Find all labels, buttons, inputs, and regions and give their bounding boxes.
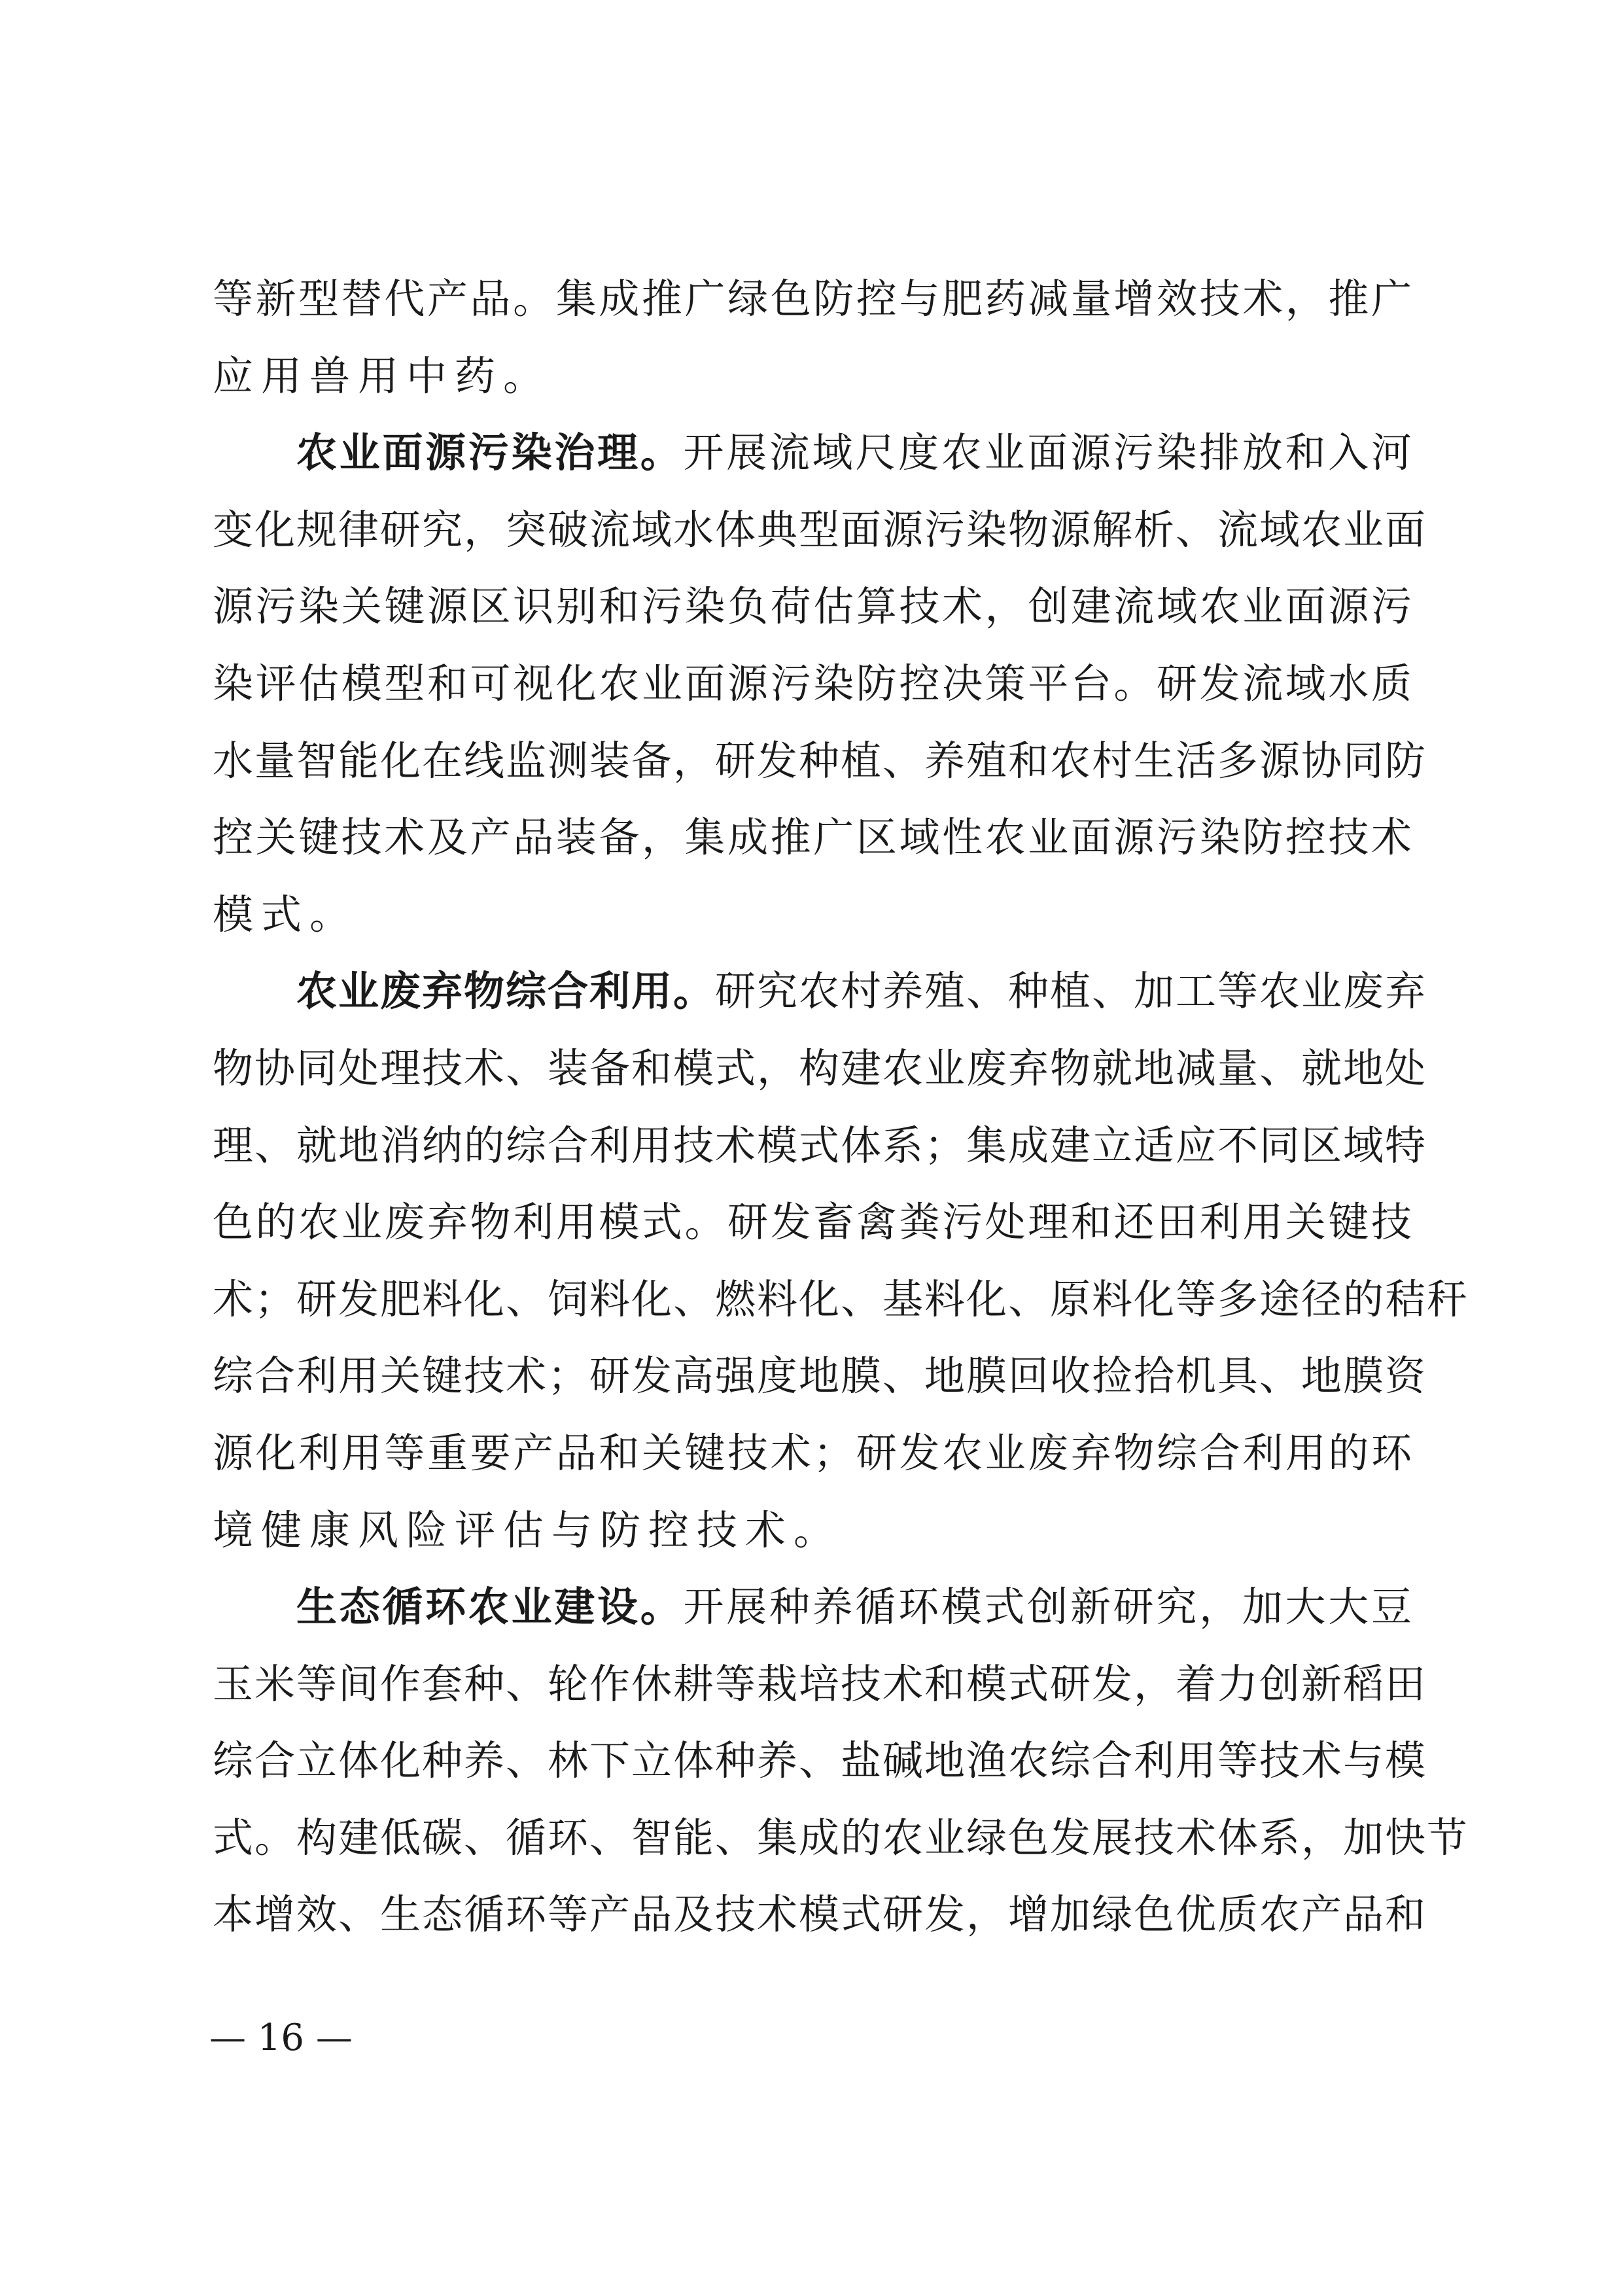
text-line: 源化利用等重要产品和关键技术；研发农业废弃物综合利用的环 bbox=[213, 1428, 1413, 1477]
text-line bbox=[213, 953, 1427, 1030]
text-run: 研究农村养殖、种植、加工等农业废弃 bbox=[715, 967, 1427, 1016]
text-run: 开展种养循环模式创新研究，加大大豆 bbox=[683, 1583, 1413, 1631]
section-heading: 生态循环农业建设。 bbox=[296, 1583, 684, 1631]
text-line: 源污染关键源区识别和污染负荷估算技术，创建流域农业面源污 bbox=[213, 582, 1413, 631]
text-line: 变化规律研究，突破流域水体典型面源污染物源解析、流域农业面 bbox=[213, 505, 1427, 554]
text-line bbox=[213, 1568, 1413, 1646]
page-number: — 16 — bbox=[209, 2017, 353, 2059]
text-line: 控关键技术及产品装备，集成推广区域性农业面源污染防控技术 bbox=[213, 813, 1413, 862]
text-line: 玉米等间作套种、轮作休耕等栽培技术和模式研发，着力创新稻田 bbox=[213, 1659, 1427, 1708]
text-line: 综合利用关键技术；研发高强度地膜、地膜回收捡拾机具、地膜资 bbox=[213, 1352, 1427, 1400]
text-line: 染评估模型和可视化农业面源污染防控决策平台。研发流域水质 bbox=[213, 659, 1413, 707]
text-line: 物协同处理技术、装备和模式，构建农业废弃物就地减量、就地处 bbox=[213, 1044, 1427, 1092]
text-line: 本增效、生态循环等产品及技术模式研发，增加绿色优质农产品和 bbox=[213, 1890, 1427, 1939]
text-line bbox=[213, 414, 1413, 491]
text-line: 色的农业废弃物利用模式。研发畜禽粪污处理和还田利用关键技 bbox=[213, 1198, 1413, 1246]
text-line: 等新型替代产品。集成推广绿色防控与肥药减量增效技术，推广 bbox=[213, 275, 1413, 323]
text-line: 综合立体化种养、林下立体种养、盐碱地渔农综合利用等技术与模 bbox=[213, 1737, 1427, 1785]
section-heading: 农业面源污染治理。 bbox=[296, 429, 684, 477]
text-line: 术；研发肥料化、饲料化、燃料化、基料化、原料化等多途径的秸秆 bbox=[213, 1275, 1469, 1323]
section-heading: 农业废弃物综合利用。 bbox=[296, 967, 716, 1016]
text-line: 境健康风险评估与防控技术。 bbox=[213, 1506, 843, 1554]
body-text bbox=[213, 260, 1469, 1953]
text-line: 模式。 bbox=[213, 890, 358, 938]
text-line: 水量智能化在线监测装备，研发种植、养殖和农村生活多源协同防 bbox=[213, 736, 1427, 785]
text-run: 开展流域尺度农业面源污染排放和入河 bbox=[683, 429, 1413, 477]
text-line: 式。构建低碳、循环、智能、集成的农业绿色发展技术体系，加快节 bbox=[213, 1813, 1469, 1862]
text-line: 理、就地消纳的综合利用技术模式体系；集成建立适应不同区域特 bbox=[213, 1121, 1427, 1169]
text-line: 应用兽用中药。 bbox=[213, 351, 552, 400]
